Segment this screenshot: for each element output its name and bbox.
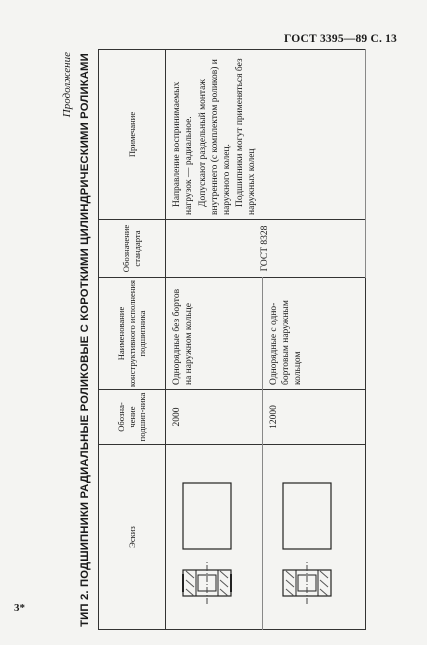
header-code: Обозна-чение подшип-ника — [99, 390, 166, 445]
code-2000: 2000 — [166, 390, 263, 445]
note-line-3: Подшипники могут применяться без наружных колец — [235, 58, 258, 215]
header-standard: Обозначение стандарта — [99, 220, 166, 278]
note-line-2: Допускают раздельный монтаж внутреннего (с комплектом роликов) и наружного колец. — [197, 59, 232, 215]
note-line-1: Направление воспринимаемых нагрузок — радиальное. — [172, 81, 194, 215]
page-number: 3* — [14, 602, 25, 614]
header-sketch: Эскиз — [99, 445, 166, 630]
bearing-sketch-2000 — [166, 444, 250, 629]
header-note: Примечание — [99, 50, 166, 220]
section-title: ТИП 2. ПОДШИПНИКИ РАДИАЛЬНЫЕ РОЛИКОВЫЕ С КОРОТКИМИ ЦИЛИНДРИЧЕСКИМИ РОЛИКАМИ — [79, 53, 91, 627]
sketch-cell-2000 — [166, 445, 263, 630]
standard-cell: ГОСТ 8328 — [166, 220, 366, 278]
bearing-table — [98, 49, 366, 630]
name-2000: Однорядные без бортов на наружном кольце — [166, 278, 263, 390]
bearing-sketch-12000 — [263, 444, 353, 629]
page-header: ГОСТ 3395—89 С. 13 — [284, 33, 397, 45]
note-cell — [166, 50, 366, 220]
header-name: Наименование конструктивного исполнения подшипника — [99, 278, 166, 390]
rotated-table-page — [61, 50, 417, 630]
continuation-label: Продолжение — [61, 52, 73, 118]
sketch-cell-12000 — [263, 445, 366, 630]
name-12000: Однорядные с одно-бортовым наружным кольцом — [263, 278, 366, 390]
code-12000: 12000 — [263, 390, 366, 445]
